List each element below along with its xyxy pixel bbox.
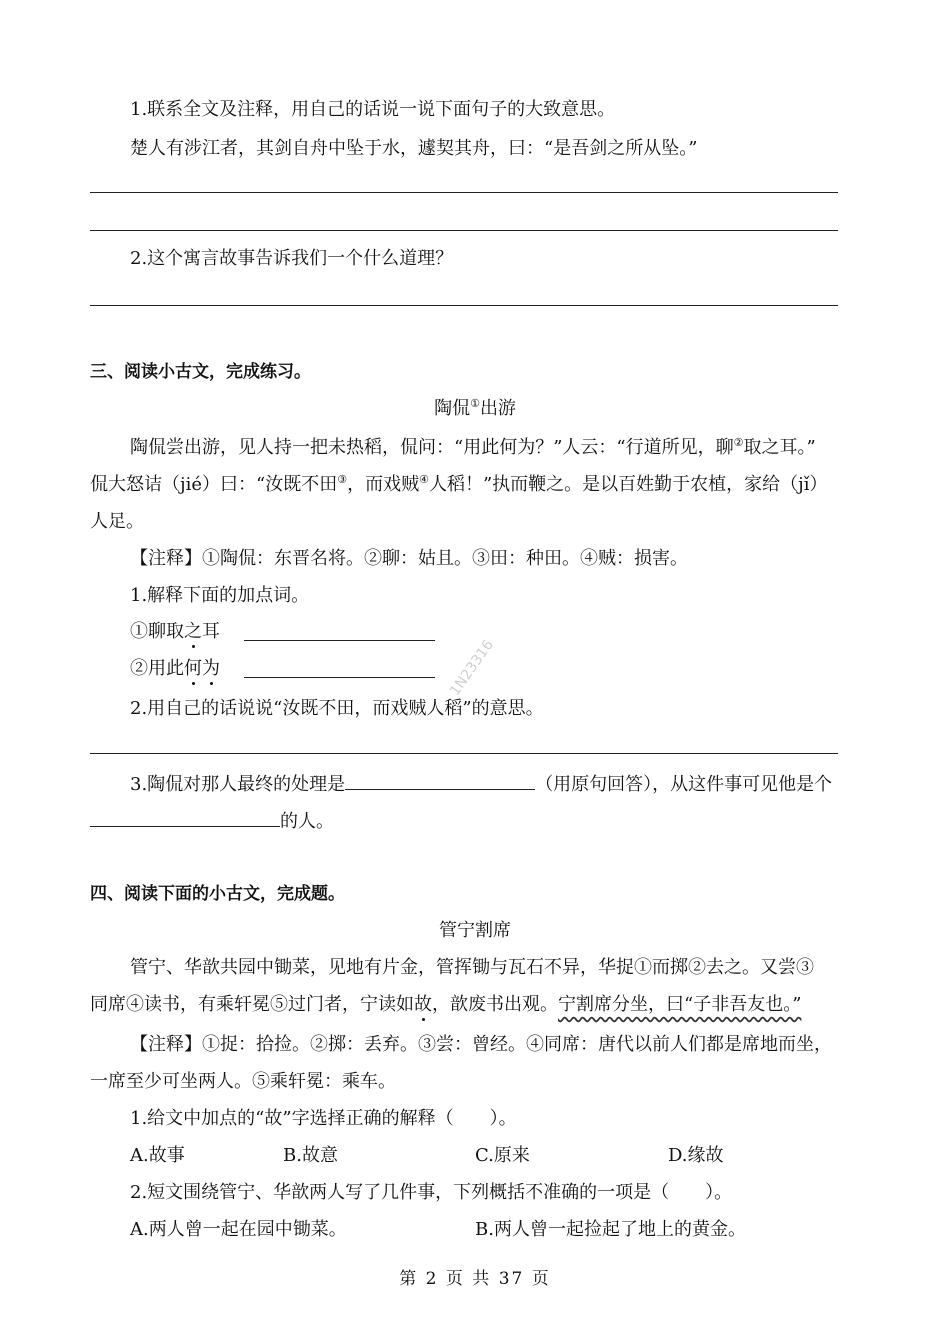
question-3-2: 2.用自己的话说说“汝既不田，而戏贼人稻”的意思。 (130, 698, 544, 719)
passage-line: 陶侃尝出游，见人持一把未热稻，侃问：“用此何为？”人云：“行道所见，聊②取之耳。” (130, 436, 816, 458)
passage-line: 人足。 (90, 511, 144, 532)
option-c[interactable]: C.原来 (475, 1145, 530, 1166)
notes: 【注释】①捉：拾捡。②掷：丢弃。③尝：曾经。④同席：唐代以前人们都是席地而坐， (130, 1034, 832, 1055)
question-3-1a: ①聊取之耳 (130, 621, 220, 642)
passage-line: 同席④读书，有乘轩冕⑤过门者，宁读如故，歆废书出观。宁割席分坐，曰“子非吾友也。” (90, 994, 802, 1015)
fill-blank[interactable] (90, 808, 280, 827)
fill-blank[interactable] (345, 771, 535, 790)
notes: 【注释】①陶侃：东晋名将。②聊：姑且。③田：种田。④贼：损害。 (130, 548, 688, 569)
question-2-1: 1.联系全文及注释，用自己的话说一说下面句子的大致意思。 (130, 99, 616, 120)
question-3-3: 3.陶侃对那人最终的处理是 （用原句回答），从这件事可见他是个 (130, 771, 832, 797)
question-3-1: 1.解释下面的加点词。 (130, 585, 310, 606)
passage-title-4: 管宁割席 (439, 920, 511, 941)
question-2-2: 2.这个寓言故事告诉我们一个什么道理？ (130, 248, 454, 269)
question-2-1-sentence: 楚人有涉江者，其剑自舟中坠于水，遽契其舟，曰：“是吾剑之所从坠。” (130, 138, 698, 159)
wavy-underlined-sentence: 宁割席分坐，曰“子非吾友也。” (558, 994, 802, 1015)
question-4-1: 1.给文中加点的“故”字选择正确的解释（ ）。 (130, 1108, 517, 1129)
option-a[interactable]: A.两人曾一起在园中锄菜。 (130, 1219, 347, 1240)
passage-line: 侃大怒诘（jié）曰：“汝既不田③，而戏贼④人稻！”执而鞭之。是以百姓勤于农植，家给（jǐ） (90, 473, 828, 495)
option-b[interactable]: B.故意 (283, 1145, 338, 1166)
question-4-2: 2.短文围绕管宁、华歆两人写了几件事，下列概括不准确的一项是（ ）。 (130, 1182, 733, 1203)
answer-line[interactable] (90, 305, 838, 306)
answer-line[interactable] (90, 753, 838, 754)
question-3-1b: ②用此何为 (130, 658, 220, 679)
fill-blank[interactable] (244, 622, 435, 641)
option-a[interactable]: A.故事 (130, 1145, 185, 1166)
section-heading-4: 四、阅读下面的小古文，完成题。 (90, 884, 345, 904)
watermark: 1N23316 (447, 637, 497, 699)
answer-line[interactable] (90, 230, 838, 231)
passage-line: 管宁、华歆共园中锄菜，见地有片金，管挥锄与瓦石不异，华捉①而掷②去之。又尝③ (130, 957, 814, 978)
page-footer: 第 2 页 共 37 页 (399, 1269, 551, 1289)
notes: 一席至少可坐两人。⑤乘轩冕：乘车。 (90, 1071, 396, 1092)
option-b[interactable]: B.两人曾一起捡起了地上的黄金。 (475, 1219, 746, 1240)
section-heading-3: 三、阅读小古文，完成练习。 (90, 362, 311, 382)
option-d[interactable]: D.缘故 (668, 1145, 724, 1166)
passage-title-3: 陶侃①出游 (434, 397, 516, 419)
answer-line[interactable] (90, 192, 838, 193)
fill-blank[interactable] (244, 659, 435, 678)
question-3-3-cont: 的人。 (90, 808, 334, 834)
